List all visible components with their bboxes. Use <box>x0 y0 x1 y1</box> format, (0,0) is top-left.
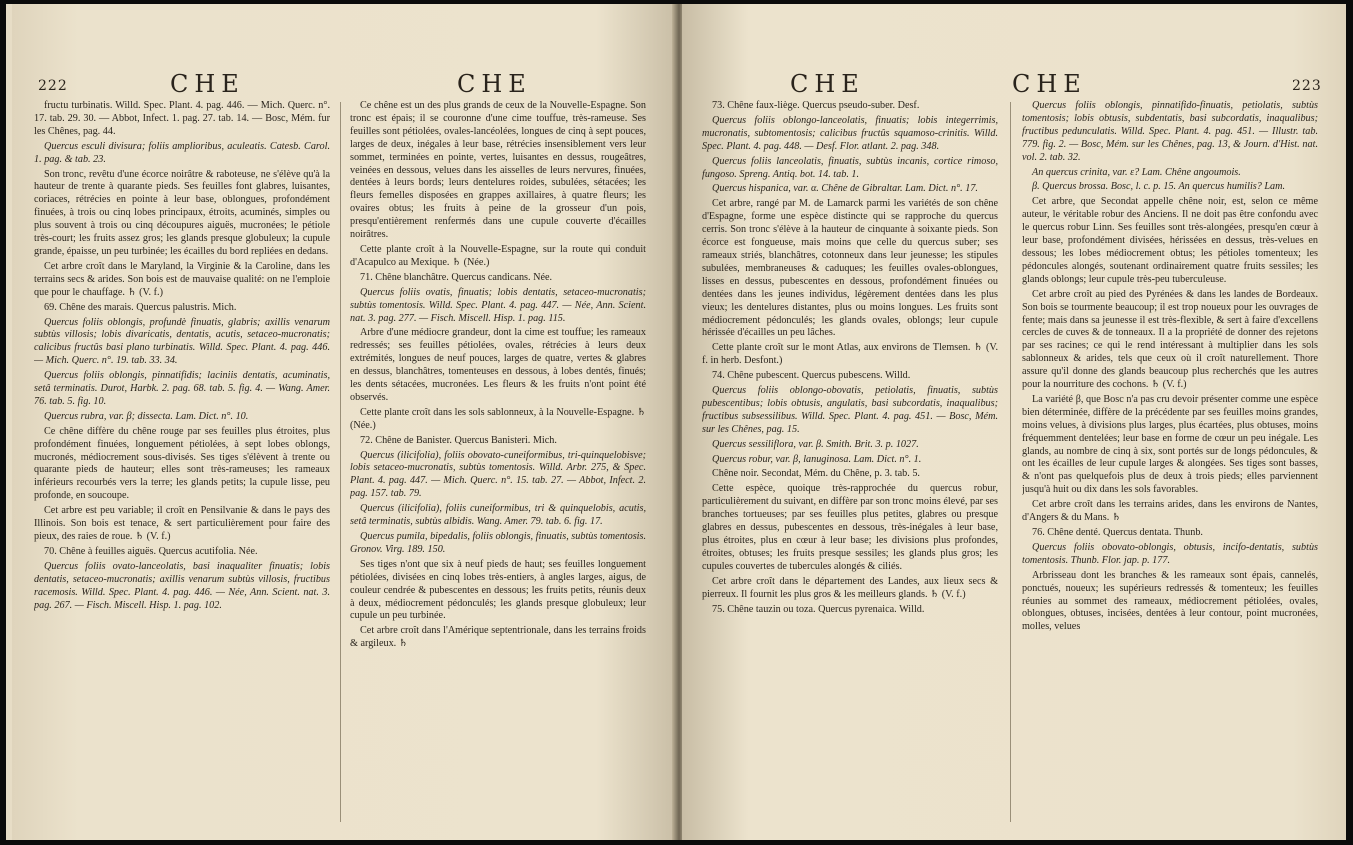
paragraph: Quercus foliis obovato-oblongis, obtusis, incifo-dentatis, subtùs tomentosis. Thunb. Flor. jap. p. 177. <box>1022 541 1318 566</box>
paragraph: Cette espèce, quoique très-rapprochée du quercus robur, particulièrement du suivant, en diffère par son tronc moins élevé, par ses branches tortueuses; par ses feuilles plus petites, glabres ou presque glabres en dessus, pubescentes en dessous, très-inégales à leur base, plus étroites, plus en cœur à leur base; les divisions plus profondes, étroites, obtuses; les fruits presque sessiles; les glands plus gros; les cupules couvertes de tubercules alongés & ciliés. <box>702 483 998 572</box>
entry-heading: 71. Chêne blanchâtre. Quercus candicans. Née. <box>360 271 553 283</box>
entry-heading: 76. Chêne denté. Quercus dentata. Thunb. <box>1032 527 1203 538</box>
text-column-left <box>702 100 998 830</box>
paragraph: fructu turbinatis. Willd. Spec. Plant. 4. pag. 446. — Mich. Querc. n°. 17. tab. 29. 30. — Abbot, Infect. 1. pag. 27. tab. 14. — Bosc, Mém. fur les Chênes, pag. 44. <box>34 100 330 137</box>
running-head-right: CHE <box>1012 70 1087 98</box>
page-number: 222 <box>38 78 68 94</box>
paragraph: Quercus hispanica, var. α. Chêne de Gibraltar. Lam. Dict. n°. 17. <box>712 183 978 195</box>
paragraph: Cet arbre croît dans l'Amérique septentrionale, dans les terrains froids & argileux. ♄ <box>350 625 646 650</box>
entry-heading: 75. Chêne tauzin ou toza. Quercus pyrenaica. Willd. <box>712 603 925 615</box>
text-column-right <box>1022 100 1318 830</box>
paragraph: Quercus foliis ovato-lanceolatis, basi inaqualiter finuatis; lobis dentatis, setaceo-mucronatis; axillis venarum subtùs villosis, fructibus racemosis. Willd. Spec. Plant. 4. pag. 446. — Née, Ann. Scient. nat. 3. pag. 267. — Fisch. Miscell. Hisp. 1. pag. 102. <box>34 560 330 611</box>
entry-heading: 69. Chêne des marais. Quercus palustris. Mich. <box>44 301 237 313</box>
paragraph: Arbre d'une médiocre grandeur, dont la cime est touffue; les rameaux redressés; ses feuilles pétiolées, ovales, rétrécies à leurs deux extrémités, longues de neuf pouces, larges de quatre, vertes & glabres en dessus, blanchâtres, tomenteuses en dessous, à lobes dentés, finués; les dents sétacées, mucronées. Les fleurs & les fruits n'ont point été observés. <box>350 327 646 403</box>
running-head-left: CHE <box>790 70 865 98</box>
paragraph: Cet arbre, rangé par M. de Lamarck parmi les variétés de son chêne d'Espagne, forme une espèce distincte qui se rapproche du quercus cerris. Son tronc s'élève à la hauteur de cinquante à soixante pieds. Son écorce est fongueuse, mais moins que celle du quercus suber; ses rameaux striés, blanchâtres, cotonneux dans leur jeunesse; les stipules subulées, membraneuses & caduques; les feuilles ovales-oblongues, lisses en dessus, pubescentes en dessous, profondément finuées ou dentées dans les jeunes individus, légèrement dentées dans les plus vieux; les dentelures distantes, plus ou moins longues. Les fruits sont médiocrement pédonculés; les glands ovales, oblongs; leur cupule hérissée d'écailles un peu lâches. <box>702 198 998 339</box>
paragraph: La variété β, que Bosc n'a pas cru devoir présenter comme une espèce bien déterminée, diffère de la précédente par ses feuilles moins grandes, moins velues, à divisions plus larges, plus écartées, plus obtuses, moins fréquemment dentelées; leur base en forme de cœur un peu inégale. Les glands, au nombre de cinq à six, sont portés sur de longs pédoncules, & ont les écailles de leur cupule larges & alongées. Ses tiges sont basses, & n'ont pas quelquefois plus de deux à trois pieds; elles parviennent jusqu'à huit ou dix dans les sols favorables. <box>1022 393 1318 496</box>
paragraph: Chêne noir. Secondat, Mém. du Chêne, p. 3. tab. 5. <box>712 468 920 480</box>
paragraph: Quercus pumila, bipedalis, foliis oblongis, finuatis, subtùs tomentosis. Gronov. Virg. 189. 150. <box>350 531 646 555</box>
running-head-left: CHE <box>170 70 245 98</box>
paragraph: Cet arbre, que Secondat appelle chêne noir, est, selon ce même auteur, le véritable robur des Anciens. Il ne doit pas être confondu avec le quercus robur Linn. Ses feuilles sont très-alongées, presqu'en cœur à leur base, profondément divisées, hérissées en dessus, très-velues en dessous; les lobes médiocrement obtus; les pétioles tomenteux; les pédoncules alongés, soutenant ordinairement quatre fruits sessiles; les glands oblongs; leur cupule très-peu tuberculeuse. <box>1022 196 1318 285</box>
paragraph: Cette plante croît dans les sols sablonneux, à la Nouvelle-Espagne. ♄ (Née.) <box>350 406 646 431</box>
paragraph: Quercus sessiliflora, var. β. Smith. Brit. 3. p. 1027. <box>712 438 919 450</box>
text-column-left <box>34 100 330 830</box>
paragraph: β. Quercus brossa. Bosc, l. c. p. 15. An quercus humilis? Lam. <box>1032 181 1286 193</box>
column-rule <box>340 102 341 822</box>
right-page <box>682 4 1346 840</box>
paragraph: Quercus foliis oblongo-lanceolatis, finuatis; lobis integerrimis, mucronatis, subtomentosis; calicibus fructûs squamoso-crinitis. Willd. Spec. Plant. 4. pag. 448. — Desf. Flor. atlant. 2. pag. 348. <box>702 114 998 152</box>
page-number: 223 <box>1292 78 1322 94</box>
paragraph: Cet arbre croît au pied des Pyrénées & dans les landes de Bordeaux. Son bois se tourmente beaucoup; il est trop noueux pour les ouvrages de fente; mais dans sa jeunesse il est très-flexible, & sert à faire d'excellens cercles de cuves & de tonneaux. Il a la propriété de donner des rejetons par ses racines; ce qui le rend intéressant à multiplier dans les sols sablonneux & arides, tels que ceux où il croît naturellement. Thore assure qu'il donne des glands beaucoup plus recherchés que les autres pour la nourriture des cochons. ♄ (V. f.) <box>1022 288 1318 391</box>
entry-heading: 70. Chêne à feuilles aiguës. Quercus acutifolia. Née. <box>44 545 258 557</box>
entry-heading: 72. Chêne de Banister. Quercus Banisteri. Mich. <box>360 434 557 446</box>
paragraph: Quercus foliis oblongis, pinnatifido-finuatis, petiolatis, subtùs tomentosis; lobis obtusis, subdentatis, basi subcordatis, inaqualibus; fructibus pedunculatis. Willd. Spec. Plant. 4. pag. 451. — Illustr. tab. 779. fig. 2. — Bosc, Mém. sur les Chênes, pag. 13, & Journ. d'Hist. nat. vol. 2. tab. 32. <box>1022 100 1318 163</box>
paragraph: Quercus (ilicifolia), foliis cuneiformibus, tri & quinquelobis, acutis, setâ terminatis, subtùs albidis. Wang. Amer. 79. tab. 6. fig. 17. <box>350 503 646 528</box>
paragraph: Quercus foliis oblongo-obovatis, petiolatis, finuatis, subtùs pubescentibus; lobis obtusis, angulatis, basi subcordatis, inaqualibus; fructibus subsessilibus. Willd. Spec. Plant. 4. pag. 451. — Bosc, Mém. sur les Chênes, pag. 15. <box>702 385 998 435</box>
right-page-header <box>682 70 1346 104</box>
left-page-header <box>12 70 676 104</box>
paragraph: An quercus crinita, var. ε? Lam. Chêne angoumois. <box>1032 166 1241 178</box>
paragraph: Arbrisseau dont les branches & les rameaux sont épais, cannelés, ponctués, noueux; les supérieurs redressés & tomenteux; les feuilles réunies au sommet des rameaux, médiocrement pétiolées, ovales, oblongues, obtuses, incisées, dentées à leur contour, point mucronées, molles, velues <box>1022 569 1318 633</box>
entry-heading: 73. Chêne faux-liège. Quercus pseudo-suber. Desf. <box>712 100 920 111</box>
paragraph: Quercus esculi divisura; foliis amplioribus, aculeatis. Catesb. Carol. 1. pag. & tab. 23. <box>34 140 330 165</box>
paragraph: Quercus (ilicifolia), foliis obovato-cuneiformibus, tri-quinquelobisve; lobis setaceo-mucronatis, subtùs tomentosis. Willd. Arbr. 275, & Spec. Plant. 4. pag. 447. — Mich. Querc. n°. 15. tab. 27. — Abbot, Infect. 2. pag. 157. tab. 79. <box>350 449 646 500</box>
running-head-right: CHE <box>457 70 532 98</box>
paragraph: Cette plante croît à la Nouvelle-Espagne, sur la route qui conduit d'Acapulco au Mexique. ♄ (Née.) <box>350 243 646 268</box>
paragraph: Quercus foliis oblongis, profundè finuatis, glabris; axillis venarum subtùs villosis; lobis divaricatis, dentatis, acutis, setaceo-mucronatis; calicibus fructûs basi plano turbinatis. Willd. Spec. Plant. 4. pag. 446. — Mich. Querc. n°. 19. tab. 33. 34. <box>34 316 330 367</box>
paragraph: Quercus foliis ovatis, finuatis; lobis dentatis, setaceo-mucronatis; subtùs tomentosis. Willd. Spec. Plant. 4. pag. 447. — Née, Ann. Scient. nat. 3. pag. 277. — Fisch. Miscell. Hisp. 1. pag. 115. <box>350 286 646 324</box>
paragraph: Cette plante croît sur le mont Atlas, aux environs de Tlemsen. ♄ (V. f. in herb. Desfont.) <box>702 342 998 367</box>
paragraph: Quercus robur, var. β, lanuginosa. Lam. Dict. n°. 1. <box>712 453 922 465</box>
paragraph: Quercus rubra, var. β; dissecta. Lam. Dict. n°. 10. <box>44 410 249 422</box>
paragraph: Cet arbre croît dans le Maryland, la Virginie & la Caroline, dans les terrains secs & arides. Son bois est de mauvaise qualité: on ne l'emploie que pour le chauffage. ♄ (V. f.) <box>34 260 330 298</box>
text-column-right <box>350 100 646 830</box>
open-book <box>6 4 1346 840</box>
paragraph: Quercus foliis lanceolatis, finuatis, subtùs incanis, cortice rimoso, fungoso. Spreng. Antiq. bot. 14. tab. 1. <box>702 155 998 180</box>
paragraph: Ce chêne est un des plus grands de ceux de la Nouvelle-Espagne. Son tronc est épais; il se couronne d'une cime touffue, très-rameuse. Ses feuilles sont pétiolées, ovales-lancéolées, longues de cinq à sept pouces, larges de deux, inégales à leur base, rétrécies insensiblement vers leur sommet, terminées en pointe, vertes, luisantes en dessus, rougeâtres, veinées en dessous, velues dans les aisselles de leurs nervures, finuées, dentées à leurs bords; leurs dentelures roides, subulées, sétacées; les fleurs femelles disposées en grappes axillaires, à quatre fleurs; les ovaires obtus; les fruits à peine de la grosseur d'un pois, presqu'entièrement renfermés dans une cupule couverte d'écailles noirâtres. <box>350 100 646 241</box>
column-rule <box>1010 102 1011 822</box>
paragraph: Quercus foliis oblongis, pinnatifidis; laciniis dentatis, acuminatis, setâ terminatis. Durot, Harbk. 2. pag. 68. tab. 5. fig. 4. — Wang. Amer. 76. tab. 5. fig. 10. <box>34 370 330 407</box>
paragraph: Ses tiges n'ont que six à neuf pieds de haut; ses feuilles longuement pétiolées, divisées en cinq lobes très-entiers, à angles larges, aigus, de couleur cendrée & pubescentes en dessous; les fruits petits, réunis deux à deux, médiocrement pédonculés; les glands presque globuleux; leur cupule un peu turbinée. <box>350 558 646 622</box>
paragraph: Cet arbre croît dans les terrains arides, dans les environs de Nantes, d'Angers & du Mans. ♄ <box>1022 499 1318 524</box>
paragraph: Cet arbre croît dans le département des Landes, aux lieux secs & pierreux. Il fournit les plus gros & les meilleurs glands. ♄ (V. f.) <box>702 575 998 600</box>
paragraph: Cet arbre est peu variable; il croît en Pensilvanie & dans le pays des Illinois. Son bois est tenace, & sert particulièrement pour faire des pieux, des raies de roue. ♄ (V. f.) <box>34 505 330 542</box>
entry-heading: 74. Chêne pubescent. Quercus pubescens. Willd. <box>712 370 911 382</box>
left-page <box>12 4 676 840</box>
paragraph: Son tronc, revêtu d'une écorce noirâtre & raboteuse, ne s'élève qu'à la hauteur de trente à quarante pieds. Ses feuilles font glabres, luisantes, coriaces, rétrécies en pointe à leur base, oblongues, profondément finuées, à trois ou cinq lobes principaux, étroits, acuminés, simples ou plus souvent à trois ou cinq découpures aiguës, mucronées; le pétiole très-court; les fruits assez gros; les glands presque globuleux; la cupule grande, épaisse, un peu turbinée; les écailles du bord repliées en dedans. <box>34 168 330 257</box>
paragraph: Ce chêne diffère du chêne rouge par ses feuilles plus étroites, plus profondément finuées, longuement pétiolées, à sept lobes oblongs, mucronés, médiocrement sous-divisés. Ses tiges s'élèvent à trente ou quarante pieds de hauteur; elles sont très-rameuses; les rameaux inférieurs recourbés vers la terre; les glands petits; la cupule lisse, peu profonde, en soucoupe. <box>34 425 330 502</box>
